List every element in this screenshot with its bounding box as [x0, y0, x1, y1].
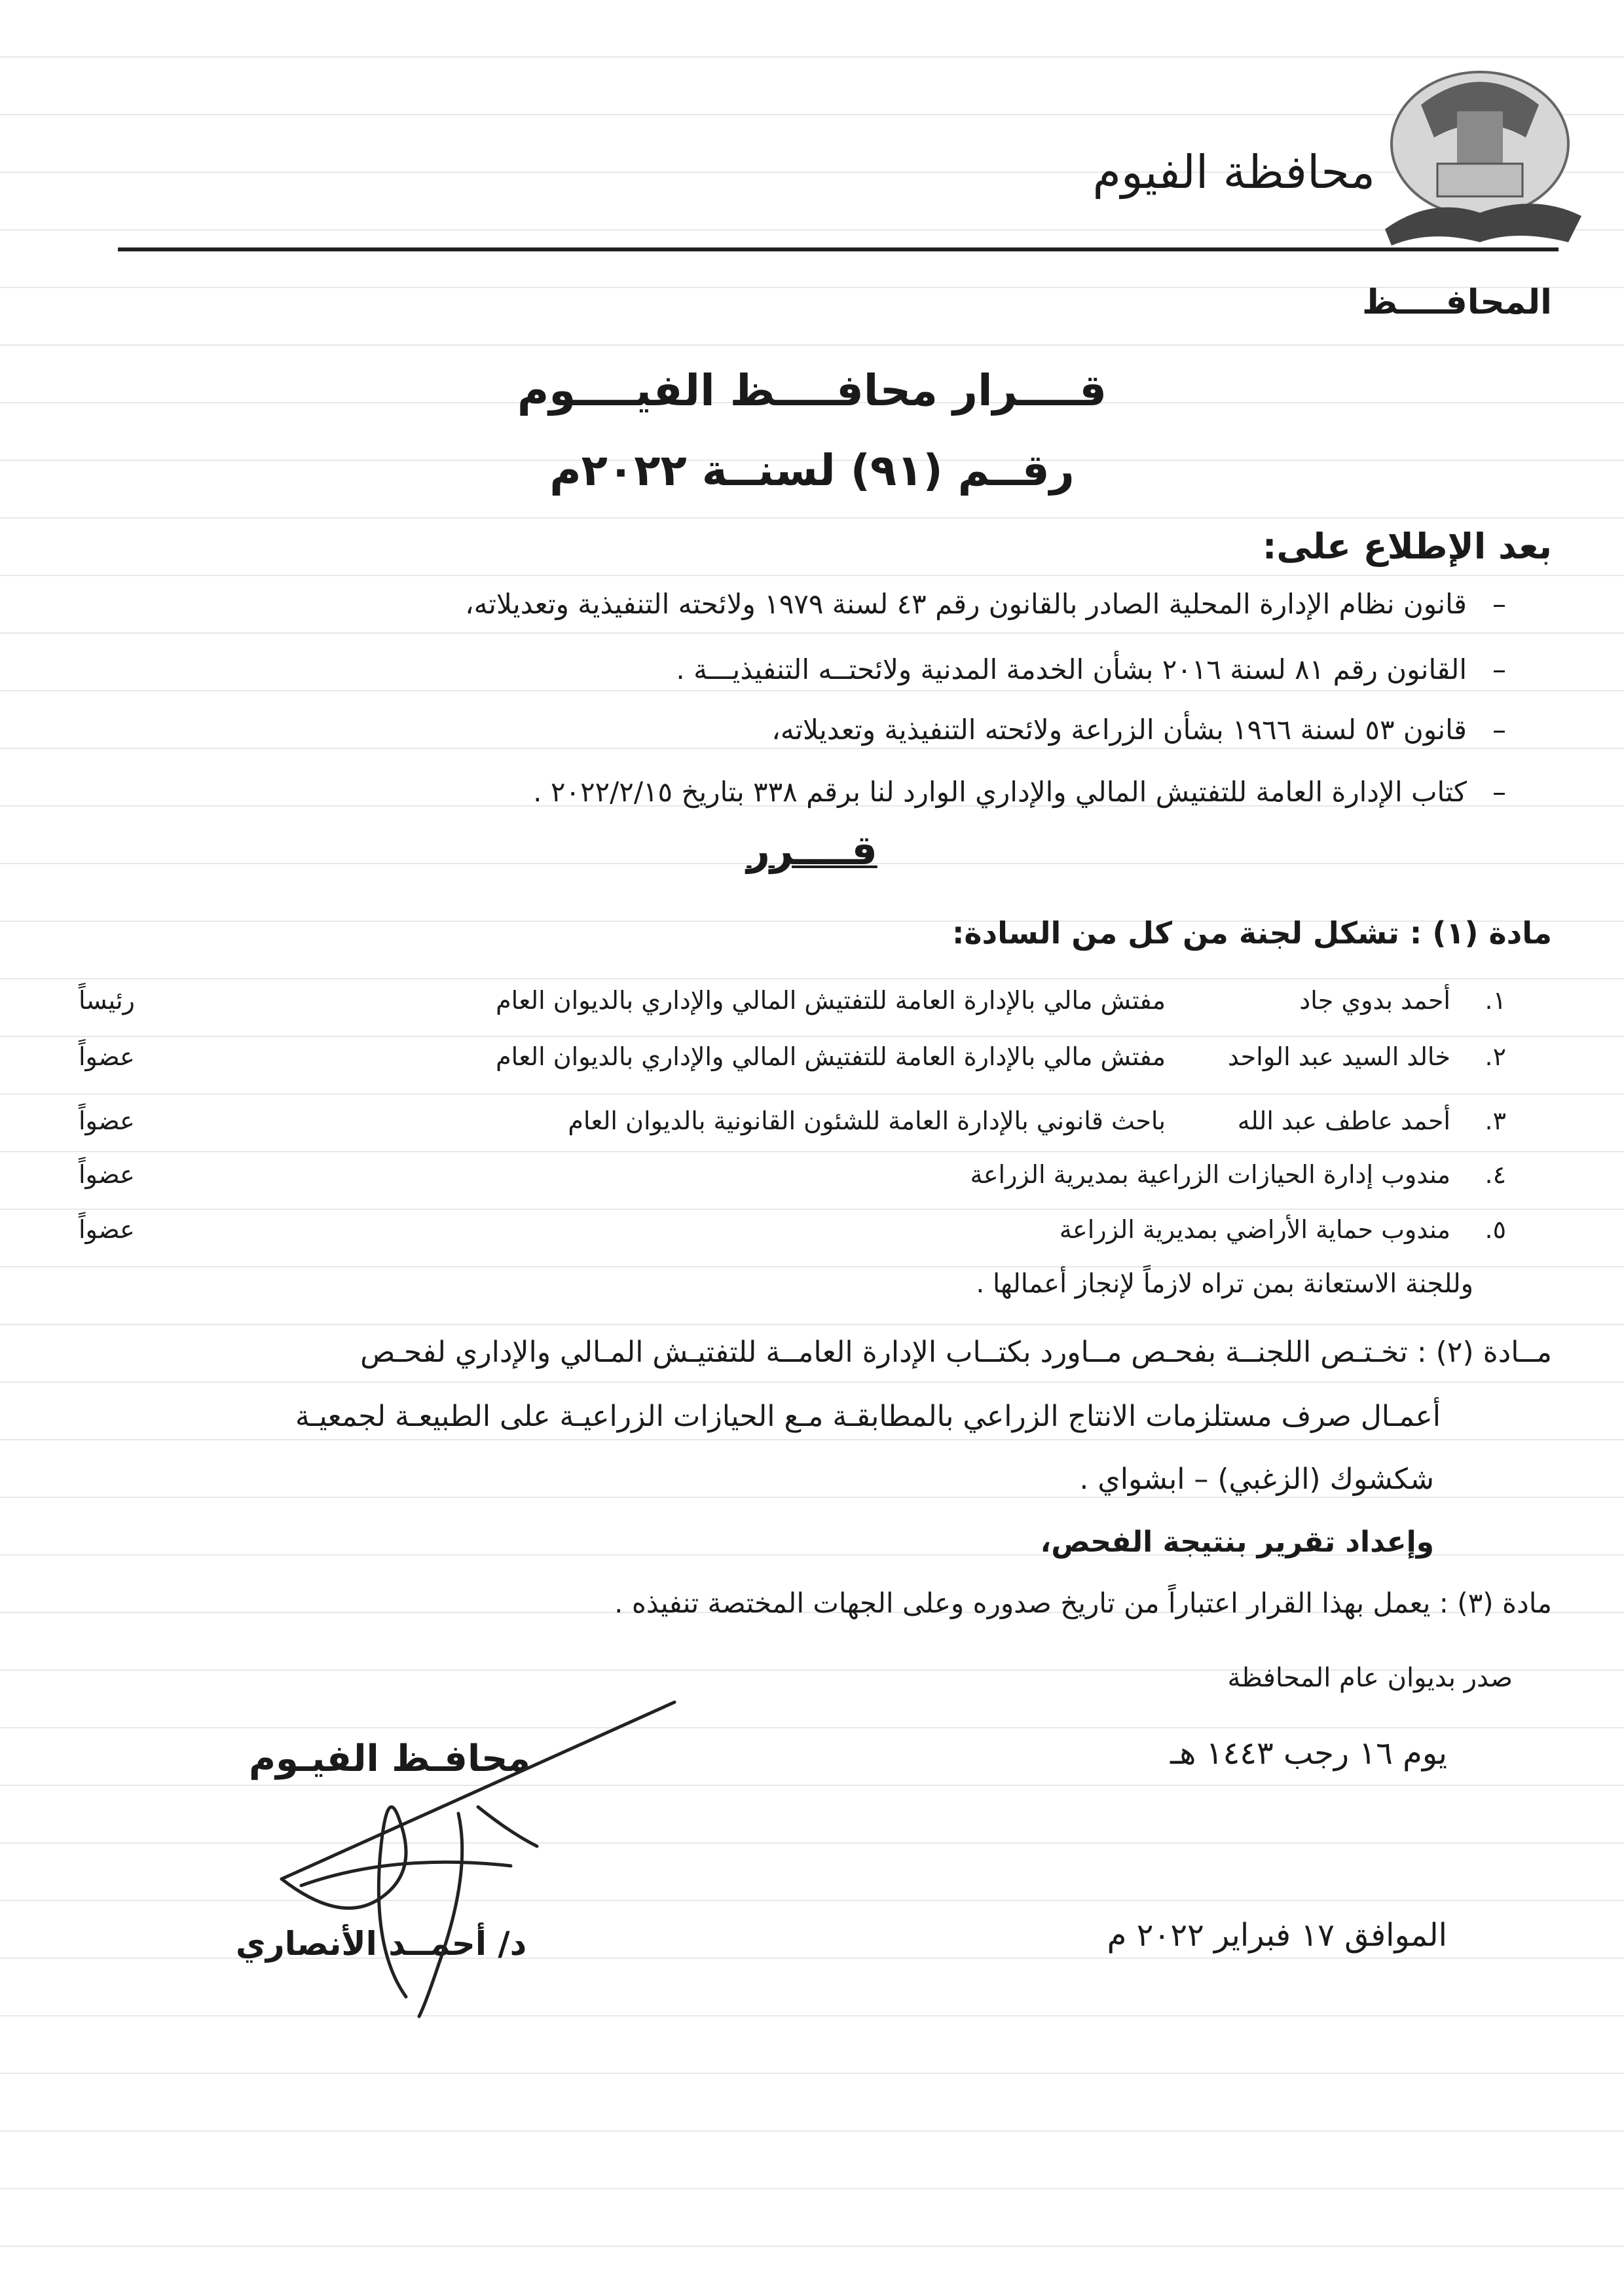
member-name: أحمد بدوي جاد — [1299, 986, 1450, 1015]
committee-member-row — [79, 1215, 1506, 1254]
member-role: عضواً — [79, 1215, 135, 1244]
member-name: خالد السيد عبد الواحد — [1227, 1042, 1450, 1071]
member-number: ٥. — [1485, 1215, 1506, 1244]
decree-title: قــــرار محافــــظ الفيــــوم — [517, 365, 1107, 416]
preamble-item — [771, 714, 1506, 746]
issuer-role: المحافــــظ — [1361, 283, 1552, 322]
list-dash: – — [1492, 588, 1506, 620]
preamble-item-text: كتاب الإدارة العامة للتفتيش المالي والإداري الوارد لنا برقم ٣٣٨ بتاريخ ٢٠٢٢/٢/١٥ . — [533, 776, 1467, 808]
article-2-line: وإعداد تقرير بنتيجة الفحص، — [1040, 1525, 1434, 1559]
governorate-name: محافظة الفيوم — [1092, 145, 1375, 199]
list-dash: – — [1492, 714, 1506, 746]
governor-title: محافـظ الفيـوم — [249, 1738, 531, 1780]
article-2-line: شكشوك (الزغبي) – ابشواي . — [1079, 1463, 1434, 1496]
member-role: رئيساً — [79, 986, 135, 1015]
member-name: مندوب حماية الأراضي بمديرية الزراعة — [1059, 1215, 1450, 1244]
preamble-heading: بعد الإطلاع على: — [1262, 526, 1552, 567]
header-divider — [118, 247, 1559, 251]
preamble-item-text: القانون رقم ٨١ لسنة ٢٠١٦ بشأن الخدمة المدنية ولائحتــه التنفيذيـــة . — [676, 653, 1467, 685]
member-number: ٤. — [1485, 1160, 1506, 1189]
committee-member-row — [79, 986, 1506, 1025]
article-1-heading: مادة (١) : تشكل لجنة من كل من السادة: — [952, 915, 1552, 951]
list-dash: – — [1492, 776, 1506, 808]
handwritten-signature — [262, 1689, 688, 2030]
decree-number: رقــم (٩١) لسنــة ٢٠٢٢م — [549, 445, 1075, 496]
preamble-item — [465, 588, 1506, 620]
member-number: ٣. — [1485, 1106, 1506, 1135]
committee-member-row — [79, 1106, 1506, 1146]
member-job: باحث قانوني بالإدارة العامة للشئون القانونية بالديوان العام — [568, 1106, 1166, 1135]
governor-name: د/ أحمــد الأنصاري — [236, 1925, 527, 1963]
article-2-line: مــادة (٢) : تخـتـص اللجنــة بفحـص مــاورد بكتــاب الإدارة العامــة للتفتيـش المـالي والإداري لفحـص — [360, 1336, 1552, 1369]
gregorian-date: الموافق ١٧ فبراير ٢٠٢٢ م — [1107, 1917, 1447, 1954]
member-role: عضواً — [79, 1042, 135, 1071]
member-job: مفتش مالي بالإدارة العامة للتفتيش المالي والإداري بالديوان العام — [496, 986, 1166, 1015]
decision-heading: قــــرر — [747, 826, 877, 874]
committee-member-row — [79, 1160, 1506, 1199]
preamble-item — [533, 776, 1506, 808]
member-role: عضواً — [79, 1160, 135, 1189]
member-number: ٢. — [1485, 1042, 1506, 1071]
member-role: عضواً — [79, 1106, 135, 1135]
article-2-line: أعمـال صرف مستلزمات الانتاج الزراعي بالمطابقـة مـع الحيازات الزراعيـة على الطبيعـة لجمعيـة — [295, 1400, 1441, 1433]
preamble-item — [676, 653, 1506, 685]
member-number: ١. — [1485, 986, 1506, 1015]
committee-note: وللجنة الاستعانة بمن تراه لازماً لإنجاز أعمالها . — [976, 1269, 1473, 1299]
member-job: مفتش مالي بالإدارة العامة للتفتيش المالي والإداري بالديوان العام — [496, 1042, 1166, 1071]
article-3: مادة (٣) : يعمل بهذا القرار اعتباراً من تاريخ صدوره وعلى الجهات المختصة تنفيذه . — [614, 1587, 1552, 1619]
list-dash: – — [1492, 653, 1506, 685]
member-name: أحمد عاطف عبد الله — [1237, 1106, 1450, 1135]
preamble-item-text: قانون ٥٣ لسنة ١٩٦٦ بشأن الزراعة ولائحته التنفيذية وتعديلاته، — [771, 714, 1467, 746]
issued-at: صدر بديوان عام المحافظة — [1227, 1663, 1513, 1693]
preamble-item-text: قانون نظام الإدارة المحلية الصادر بالقانون رقم ٤٣ لسنة ١٩٧٩ ولائحته التنفيذية وتعديلاته، — [465, 588, 1467, 620]
governorate-seal-icon — [1372, 65, 1588, 249]
hijri-date: يوم ١٦ رجب ١٤٤٣ هـ — [1170, 1735, 1447, 1772]
committee-member-row — [79, 1042, 1506, 1082]
member-name: مندوب إدارة الحيازات الزراعية بمديرية الزراعة — [970, 1160, 1450, 1189]
